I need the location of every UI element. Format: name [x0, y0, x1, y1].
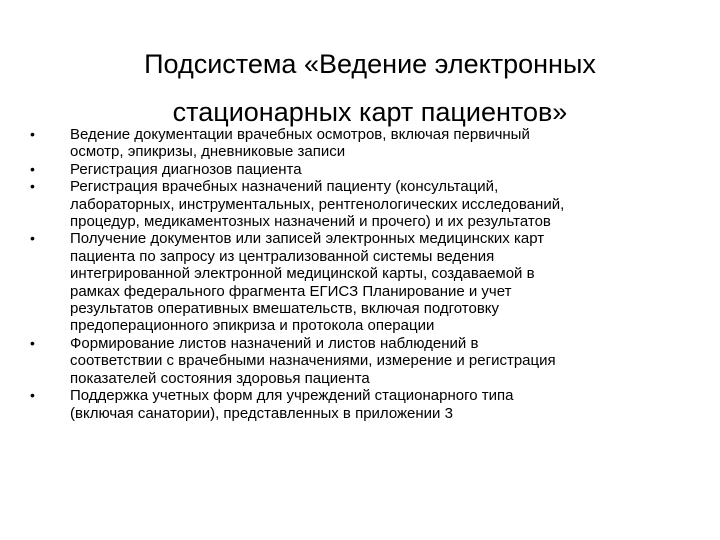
- bullet-item: [24, 161, 690, 178]
- bullet-text-line: показателей состояния здоровья пациента: [70, 369, 370, 387]
- bullet-text-line: процедур, медикаментозных назначений и прочего) и их результатов: [70, 213, 551, 231]
- bullet-item: [24, 230, 690, 334]
- bullet-item: [24, 126, 690, 161]
- bullet-text-line: Ведение документации врачебных осмотров, включая первичный: [70, 126, 530, 143]
- bullet-text-line: (включая санатории), представленных в приложении 3: [70, 404, 453, 422]
- bullet-text-line: осмотр, эпикризы, дневниковые записи: [70, 143, 346, 161]
- bullet-dot-icon: •: [30, 334, 35, 351]
- bullet-text-line: рамках федерального фрагмента ЕГИСЗ Планирование и учет: [70, 282, 512, 300]
- bullet-dot-icon: •: [30, 178, 35, 195]
- bullet-dot-icon: •: [30, 160, 35, 177]
- bullet-item: [24, 335, 690, 387]
- bullet-item: [24, 387, 690, 422]
- bullet-list: [24, 126, 690, 422]
- bullet-text-line: результатов оперативных вмешательств, включая подготовку: [70, 300, 500, 318]
- bullet-dot-icon: •: [30, 387, 35, 404]
- bullet-item: [24, 178, 690, 230]
- bullet-text-line: соответствии с врачебными назначениями, измерение и регистрация: [70, 352, 556, 370]
- bullet-text-line: Поддержка учетных форм для учреждений стационарного типа: [70, 387, 514, 405]
- bullet-dot-icon: •: [30, 230, 35, 247]
- slide-title: [40, 40, 700, 136]
- slide-title-line: Подсистема «Ведение электронных: [144, 49, 596, 80]
- bullet-text-line: Регистрация врачебных назначений пациенту (консультаций,: [70, 178, 499, 196]
- bullet-text-line: Получение документов или записей электронных медицинских карт: [70, 230, 545, 248]
- slide-title-line: стационарных карт пациентов»: [172, 97, 568, 128]
- bullet-text-line: интегрированной электронной медицинской карты, создаваемой в: [70, 265, 535, 283]
- bullet-text-line: предоперационного эпикриза и протокола операции: [70, 317, 435, 335]
- bullet-text-line: лабораторных, инструментальных, рентгенологических исследований,: [70, 195, 565, 213]
- bullet-text-line: Регистрация диагнозов пациента: [70, 160, 302, 178]
- bullet-text-line: пациента по запросу из централизованной системы ведения: [70, 247, 495, 265]
- bullet-text-line: Формирование листов назначений и листов наблюдений в: [70, 334, 479, 352]
- bullet-dot-icon: •: [30, 126, 35, 142]
